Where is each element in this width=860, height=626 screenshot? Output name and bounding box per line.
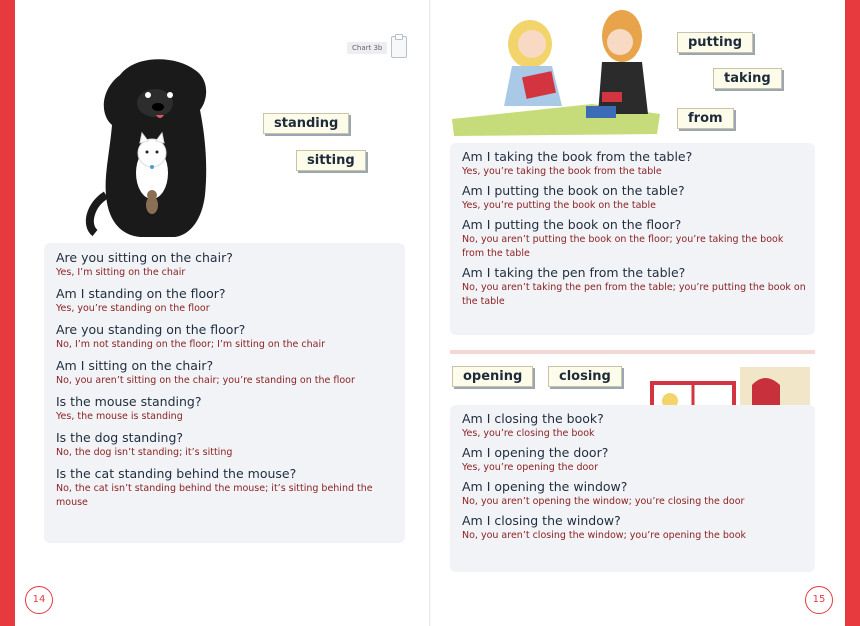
word-card-closing: closing [548,366,622,387]
answer-text: No, the dog isn’t standing; it’s sitting [56,447,233,458]
question-text: Am I putting the book on the table? [462,183,685,198]
right-top-qa-item [462,149,807,179]
answer-text: Yes, you’re closing the book [462,428,595,439]
answer-text: No, you aren’t sitting on the chair; you’re standing on the floor [56,375,355,386]
answer-text: No, you aren’t closing the window; you’re opening the book [462,530,747,541]
word-card-taking: taking [713,68,782,89]
question-text: Am I opening the door? [462,445,609,460]
answer-text: Yes, you’re opening the door [462,462,599,473]
right-top-qa-item [462,265,807,309]
left-qa-item [56,358,396,388]
page-number-left: 14 [25,586,53,614]
question-text: Am I putting the book on the floor? [462,217,682,232]
right-bottom-qa-panel [450,405,815,572]
question-text: Are you standing on the floor? [56,322,246,337]
answer-text: Yes, you’re putting the book on the table [462,200,656,211]
question-text: Is the dog standing? [56,430,184,445]
answer-text: No, you aren’t putting the book on the floor; you’re taking the book from the table [462,234,784,259]
left-qa-item [56,322,396,352]
left-qa-panel [44,243,405,543]
question-text: Am I closing the book? [462,411,604,426]
word-card-standing: standing [263,113,349,134]
question-text: Is the cat standing behind the mouse? [56,466,297,481]
left-qa-item [56,466,396,510]
question-text: Am I standing on the floor? [56,286,226,301]
left-qa-item [56,250,396,280]
answer-text: Yes, I’m sitting on the chair [56,267,186,278]
answer-text: No, you aren’t opening the window; you’re closing the door [462,496,745,507]
word-card-opening: opening [452,366,533,387]
question-text: Is the mouse standing? [56,394,202,409]
question-text: Are you sitting on the chair? [56,250,233,265]
question-text: Am I taking the book from the table? [462,149,693,164]
clipboard-icon [391,36,407,58]
left-qa-item [56,430,396,460]
chart-reference-label: Chart 3b [347,42,387,54]
right-top-qa-panel [450,143,815,335]
word-card-from: from [677,108,734,129]
left-red-border [0,0,15,626]
word-card-putting: putting [677,32,753,53]
answer-text: No, I’m not standing on the floor; I’m sitting on the chair [56,339,326,350]
right-top-qa-item [462,217,807,261]
book-spine [429,0,431,626]
section-divider [450,350,815,354]
question-text: Am I taking the pen from the table? [462,265,686,280]
answer-text: No, the cat isn’t standing behind the mouse; it’s sitting behind the mouse [56,483,373,508]
dog-cat-mouse-illustration [80,55,230,240]
question-text: Am I closing the window? [462,513,621,528]
answer-text: Yes, you’re standing on the floor [56,303,210,314]
right-bottom-qa-item [462,479,807,509]
right-red-border [845,0,860,626]
page-number-right: 15 [805,586,833,614]
girls-with-books-illustration [452,4,662,136]
left-qa-item [56,394,396,424]
answer-text: Yes, you’re taking the book from the table [462,166,662,177]
question-text: Am I sitting on the chair? [56,358,214,373]
right-top-qa-item [462,183,807,213]
left-qa-item [56,286,396,316]
answer-text: No, you aren’t taking the pen from the table; you’re putting the book on the table [462,282,806,307]
right-bottom-qa-item [462,513,807,543]
question-text: Am I opening the window? [462,479,628,494]
answer-text: Yes, the mouse is standing [56,411,183,422]
word-card-sitting: sitting [296,150,366,171]
right-bottom-qa-item [462,411,807,441]
right-bottom-qa-item [462,445,807,475]
